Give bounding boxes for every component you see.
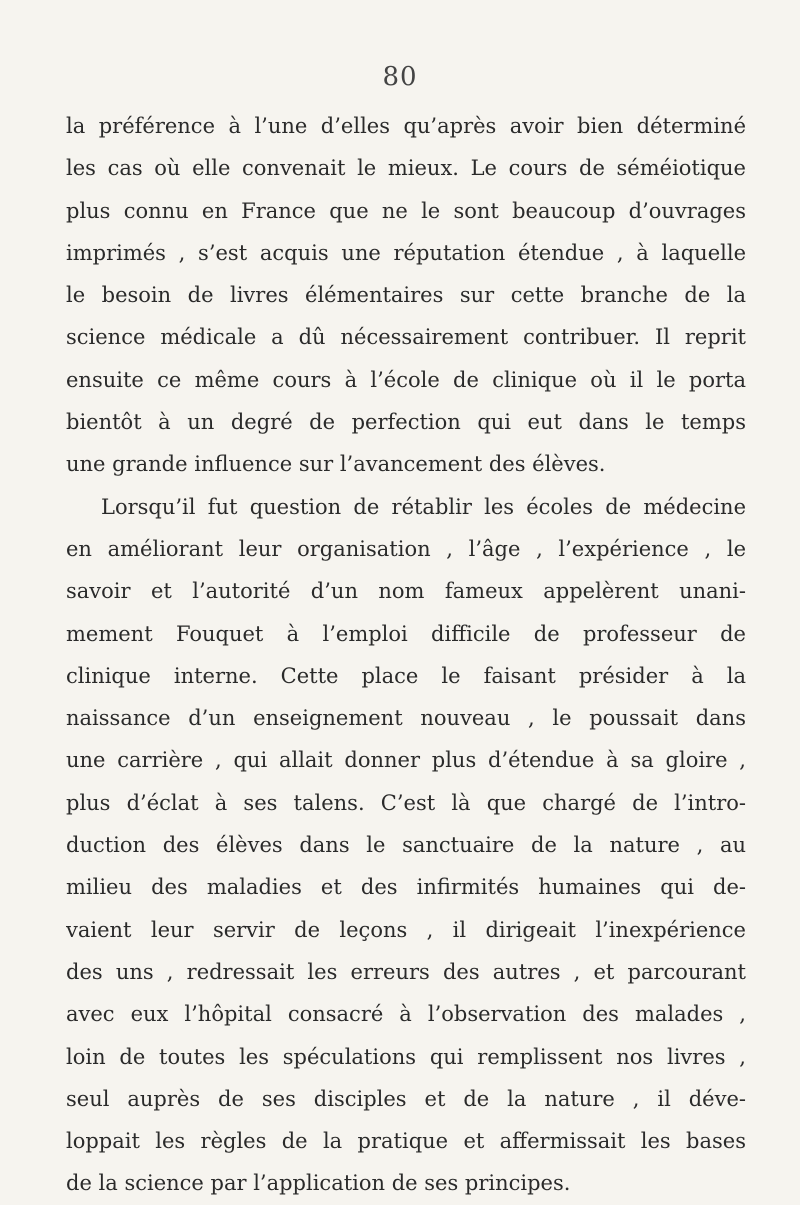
text-line: une carrière , qui allait donner plus d’étendue à sa gloire ,	[66, 748, 746, 773]
text-line: loppait les règles de la pratique et affermissait les bases	[66, 1129, 746, 1154]
text-line: Lorsqu’il fut question de rétablir les écoles de médecine	[101, 494, 746, 519]
text-line: le besoin de livres élémentaires sur cette branche de la	[66, 283, 746, 308]
text-line: des uns , redressait les erreurs des autres , et parcourant	[66, 959, 746, 984]
text-line: milieu des maladies et des infirmités humaines qui de-	[66, 875, 746, 900]
text-line: loin de toutes les spéculations qui remplissent nos livres ,	[66, 1044, 746, 1069]
text-line: bientôt à un degré de perfection qui eut dans le temps	[66, 410, 746, 435]
text-line: ensuite ce même cours à l’école de clinique où il le porta	[66, 367, 746, 392]
text-line: seul auprès de ses disciples et de la nature , il déve-	[66, 1086, 746, 1111]
text-line: les cas où elle convenait le mieux. Le cours de séméiotique	[66, 156, 746, 181]
text-line: naissance d’un enseignement nouveau , le poussait dans	[66, 706, 746, 731]
text-line: en améliorant leur organisation , l’âge , l’expérience , le	[66, 536, 746, 561]
text-line: vaient leur servir de leçons , il dirigeait l’inexpérience	[66, 917, 746, 942]
text-line: la préférence à l’une d’elles qu’après avoir bien déterminé	[66, 114, 746, 138]
text-line: savoir et l’autorité d’un nom fameux appelèrent unani-	[66, 579, 746, 604]
text-line: imprimés , s’est acquis une réputation étendue , à laquelle	[66, 240, 746, 265]
text-line: plus connu en France que ne le sont beaucoup d’ouvrages	[66, 198, 746, 223]
text-line: clinique interne. Cette place le faisant présider à la	[66, 663, 746, 688]
text-line: duction des élèves dans le sanctuaire de la nature , au	[66, 833, 746, 858]
text-line: plus d’éclat à ses talens. C’est là que chargé de l’intro-	[66, 790, 746, 815]
body-text	[66, 105, 746, 1205]
text-line: mement Fouquet à l’emploi difficile de professeur de	[66, 621, 746, 646]
page-number: 80	[382, 62, 418, 92]
text-line: avec eux l’hôpital consacré à l’observation des malades ,	[66, 1002, 746, 1027]
text-line: une grande influence sur l’avancement des élèves.	[66, 452, 606, 477]
text-line: science médicale a dû nécessairement contribuer. Il reprit	[66, 325, 746, 350]
text-line: de la science par l’application de ses principes.	[66, 1171, 571, 1196]
